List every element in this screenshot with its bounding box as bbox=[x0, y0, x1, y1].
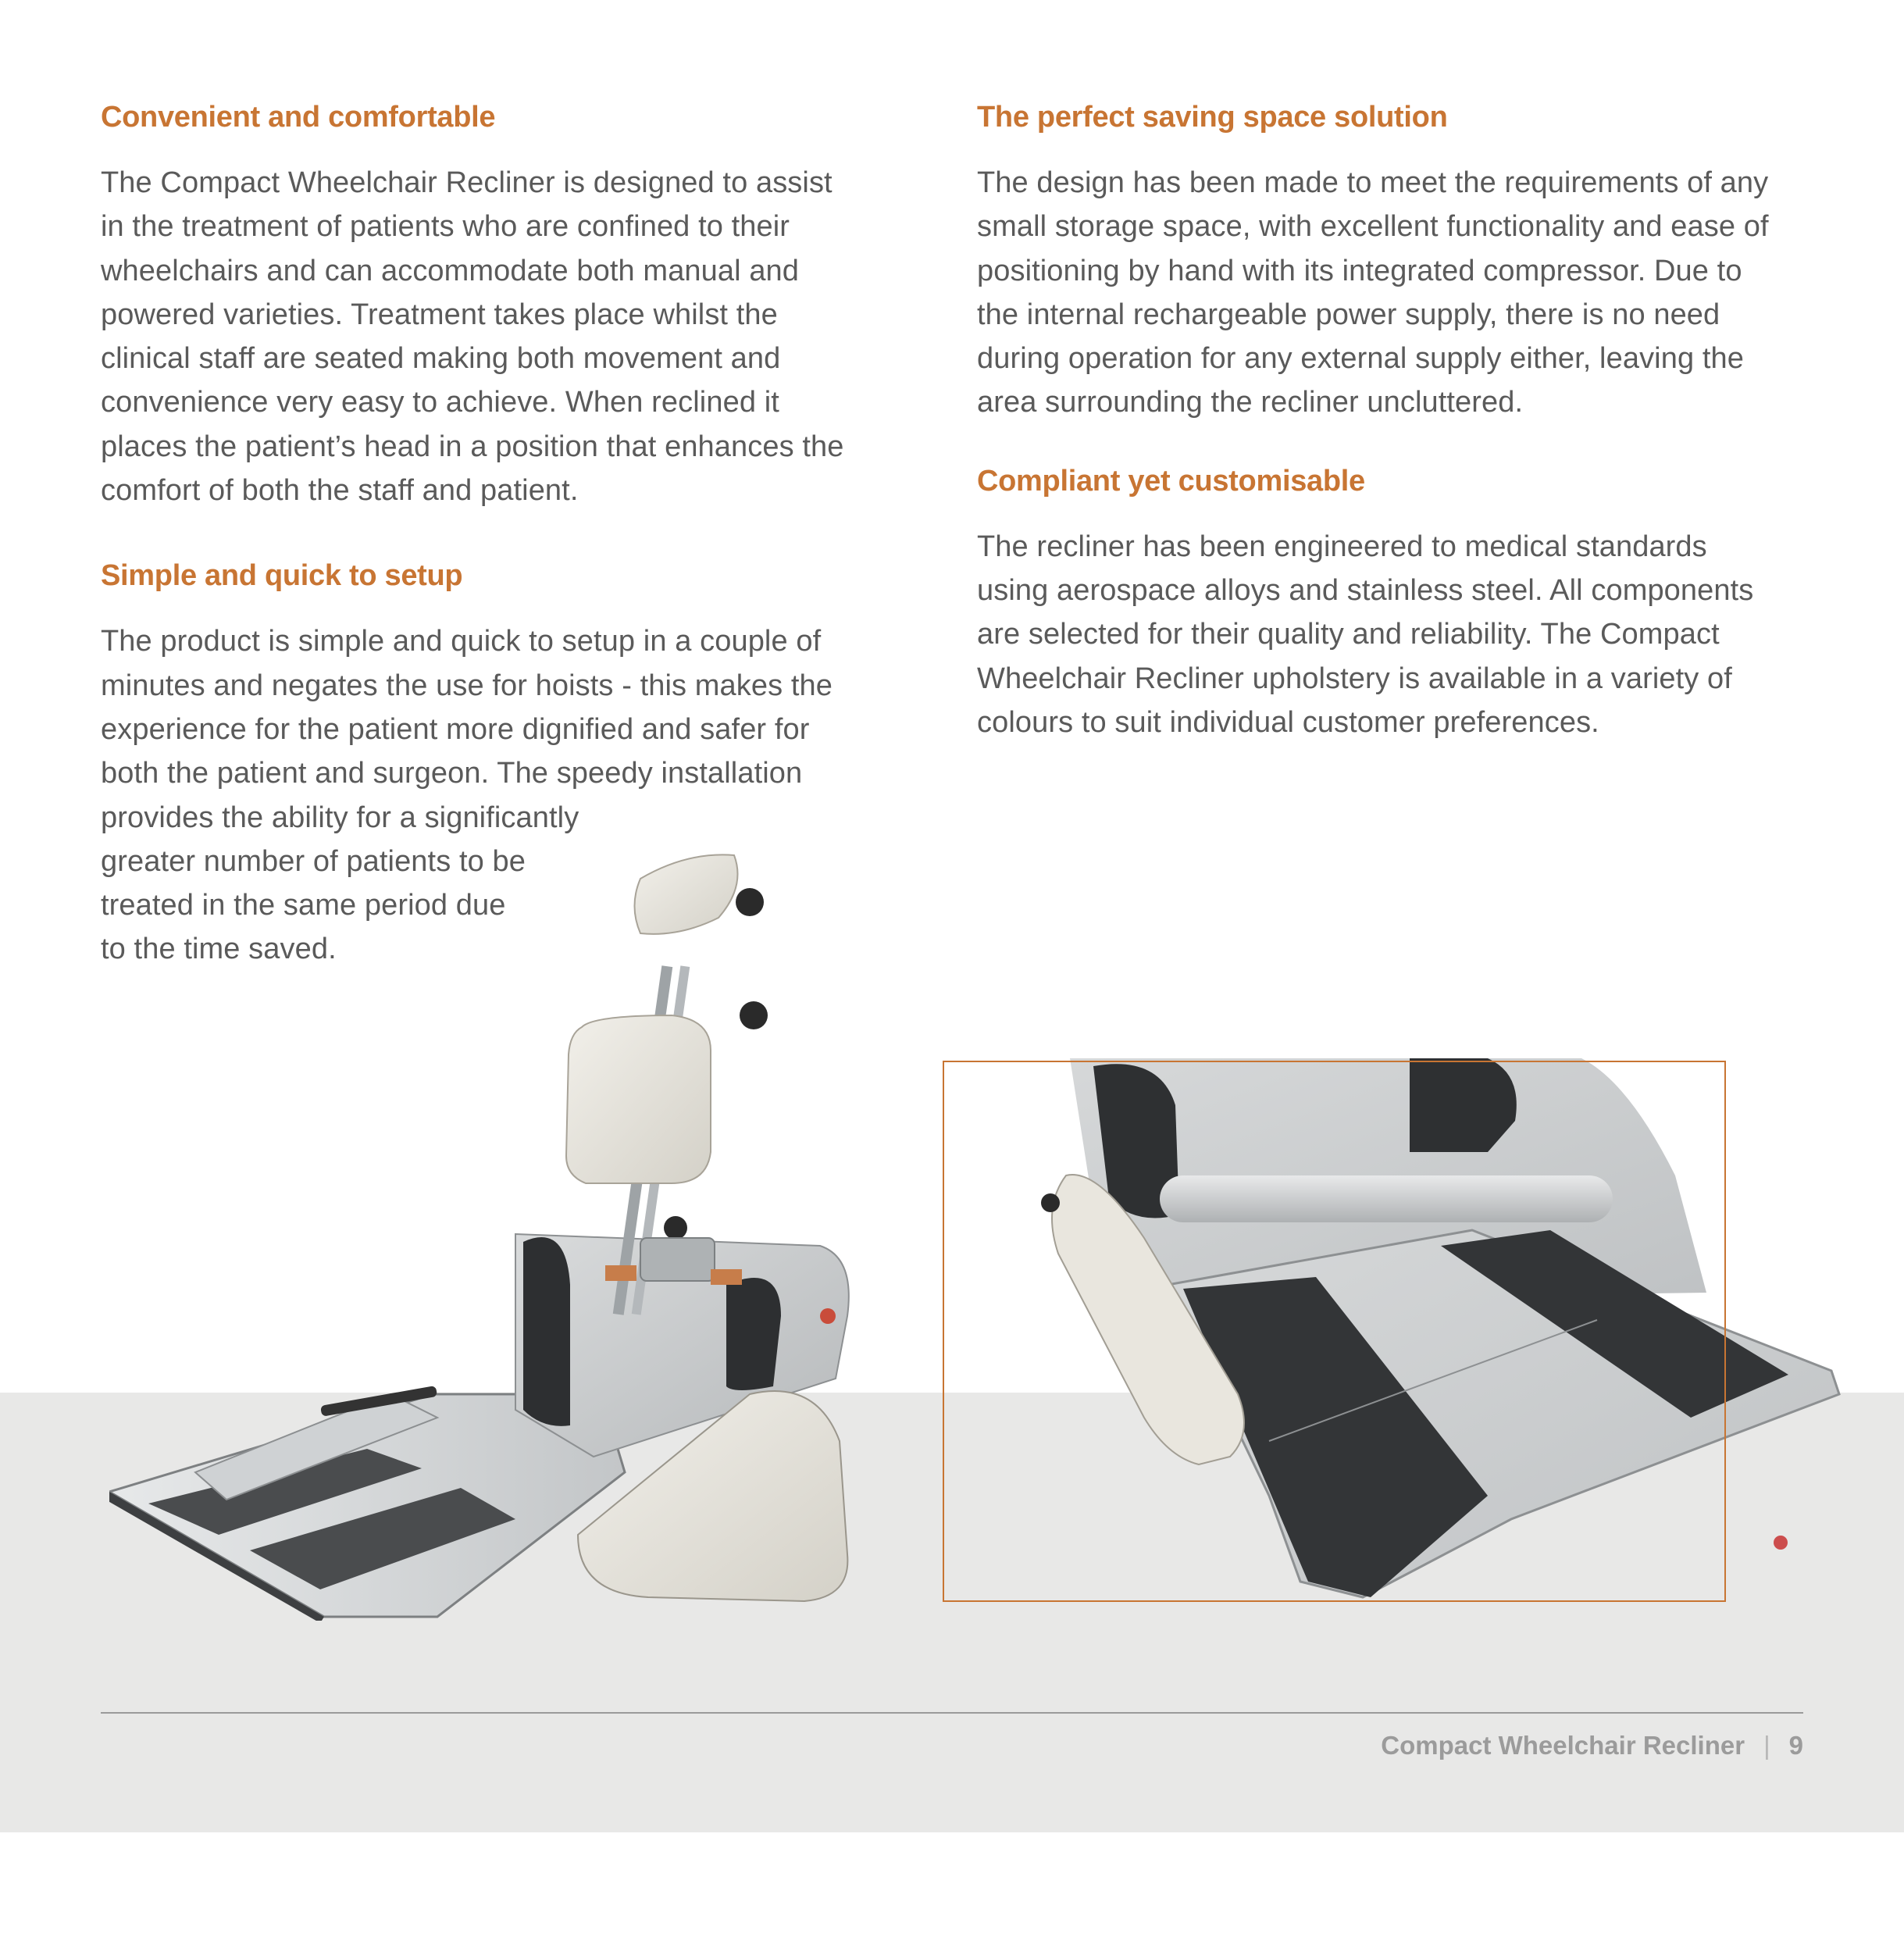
setup-line: to the time saved. bbox=[101, 933, 337, 966]
setup-line: greater number of patients to be bbox=[101, 844, 526, 878]
recliner-with-headrest-photo bbox=[109, 847, 859, 1621]
setup-line: The product is simple and quick to setup in a couple of bbox=[101, 625, 822, 658]
footer-divider bbox=[101, 1712, 1803, 1714]
heading-compliant: Compliant yet customisable bbox=[977, 464, 1365, 498]
footer-separator: | bbox=[1763, 1731, 1770, 1760]
setup-line: both the patient and surgeon. The speedy installation bbox=[101, 757, 803, 790]
setup-line: minutes and negates the use for hoists - this makes the bbox=[101, 669, 833, 702]
footer bbox=[1381, 1726, 1803, 1765]
setup-line: experience for the patient more dignified and safer for bbox=[101, 712, 810, 746]
paragraph-space-saving: The design has been made to meet the requirements of any small storage space, with excellent functionality and ease of positioning by hand with its integrated compressor. Due to the internal rechargeable power supply, there is no need during operation for any external supply either, leaving the area surrounding the recliner uncluttered. bbox=[977, 166, 1769, 419]
paragraph-convenient: The Compact Wheelchair Recliner is designed to assist in the treatment of patients who are confined to their wheelchairs and can accommodate both manual and powered varieties. Treatment takes place whilst the clinical staff are seated making both movement and convenience very easy to achieve. When reclined it places the patient’s head in a position that enhances the comfort of both the staff and patient. bbox=[101, 166, 844, 508]
heading-setup: Simple and quick to setup bbox=[101, 559, 463, 593]
setup-line: treated in the same period due bbox=[101, 889, 506, 922]
footer-title: Compact Wheelchair Recliner bbox=[1381, 1731, 1745, 1760]
page-number: 9 bbox=[1788, 1731, 1803, 1760]
heading-convenient: Convenient and comfortable bbox=[101, 101, 496, 134]
paragraph-compliant: The recliner has been engineered to medical standards using aerospace alloys and stainless steel. All components are selected for their quality and reliability. The Compact Wheelchair Recliner upholstery is available in a variety of colours to suit individual customer preferences. bbox=[977, 530, 1754, 739]
left-column bbox=[101, 98, 882, 972]
image-frame bbox=[943, 1061, 1726, 1602]
right-column bbox=[977, 98, 1781, 744]
heading-space-saving: The perfect saving space solution bbox=[977, 101, 1448, 134]
setup-line: provides the ability for a significantly bbox=[101, 801, 579, 834]
